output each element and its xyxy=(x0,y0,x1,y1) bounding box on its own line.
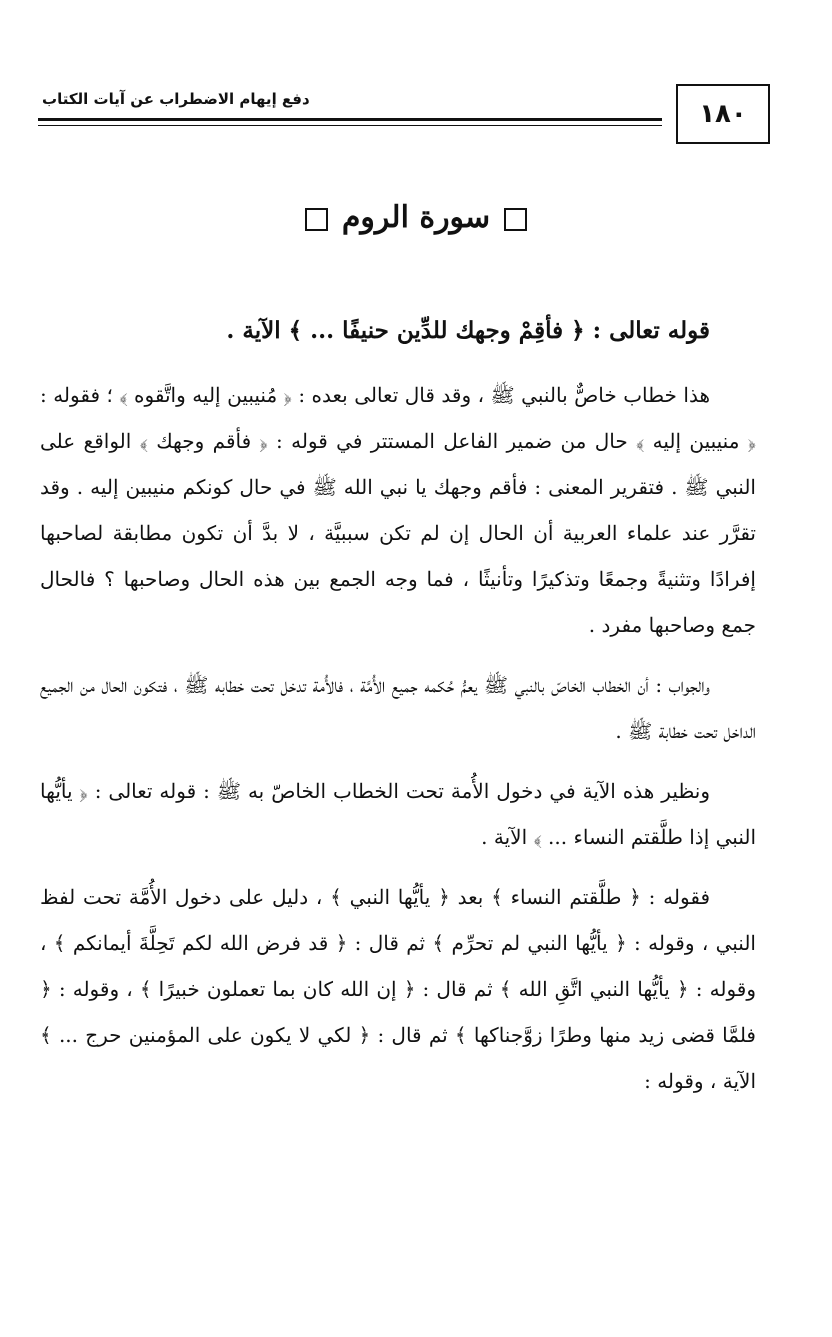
surah-heading xyxy=(0,200,832,235)
surah-title: سورة الروم xyxy=(341,200,491,235)
square-ornament-icon xyxy=(504,208,527,231)
page-body xyxy=(40,308,756,1118)
verse-heading: قوله تعالى : ﴿ فأقِمْ وجهك للدِّين حنيفًا ... ﴾ الآية . xyxy=(226,317,710,344)
paragraph: ونظير هذه الآية في دخول الأُمة تحت الخطاب الخاصّ به ﷺ : قوله تعالى : ﴿ يأيُّها النبي إذا طلَّقتم النساء ... ﴾ الآية . xyxy=(40,779,756,849)
header-rule-thick xyxy=(38,118,662,121)
header-rule-thin xyxy=(38,125,662,126)
paragraph: والجواب : أن الخطاب الخاصّ بالنبي ﷺ يعمُّ حُكمه جميع الأُمَّة ، فالأُمة تدخل تحت خطابه ﷺ ، فتكون الحال من الجميع الداخل تحت خطابة ﷺ . xyxy=(40,673,756,743)
square-ornament-icon xyxy=(305,208,328,231)
page-header xyxy=(38,84,798,154)
paragraph: فقوله : ﴿ طلَّقتم النساء ﴾ بعد ﴿ يأيُّها النبي ﴾ ، دليل على دخول الأُمَّة تحت لفظ النبي ، وقوله : ﴿ يأيُّها النبي لم تحرِّم ﴾ ثم قال : ﴿ قد فرض الله لكم تَحِلَّةَ أيمانكم ﴾ ، وقوله : ﴿ يأيُّها النبي اتَّقِ الله ﴾ ثم قال : ﴿ إن الله كان بما تعملون خبيرًا ﴾ ، وقوله : ﴿ فلمَّا قضى زيد منها وطرًا زوَّجناكها ﴾ ثم قال : ﴿ لكي لا يكون على المؤمنين حرج ... ﴾ الآية ، وقوله : xyxy=(40,885,756,1093)
paragraph: هذا خطاب خاصٌّ بالنبي ﷺ ، وقد قال تعالى بعده : ﴿ مُنيبين إليه واتَّقوه ﴾ ؛ فقوله : ﴿ منيبين إليه ﴾ حال من ضمير الفاعل المستتر في قوله : ﴿ فأقم وجهك ﴾ الواقع على النبي ﷺ . فتقرير المعنى : فأقم وجهك يا نبي الله ﷺ في حال كونكم منيبين إليه . وقد تقرَّر عند علماء العربية أن الحال إن لم تكن سببيَّة ، لا بدَّ أن تكون مطابقة لصاحبها إفرادًا وتثنيةً وجمعًا وتذكيرًا وتأنيثًا ، فما وجه الجمع بين هذه الحال وصاحبها ؟ فالحال جمع وصاحبها مفرد . xyxy=(40,383,756,637)
running-title: دفع إيهام الاضطراب عن آيات الكتاب xyxy=(42,90,310,108)
page-number: ١٨٠ xyxy=(676,84,770,144)
